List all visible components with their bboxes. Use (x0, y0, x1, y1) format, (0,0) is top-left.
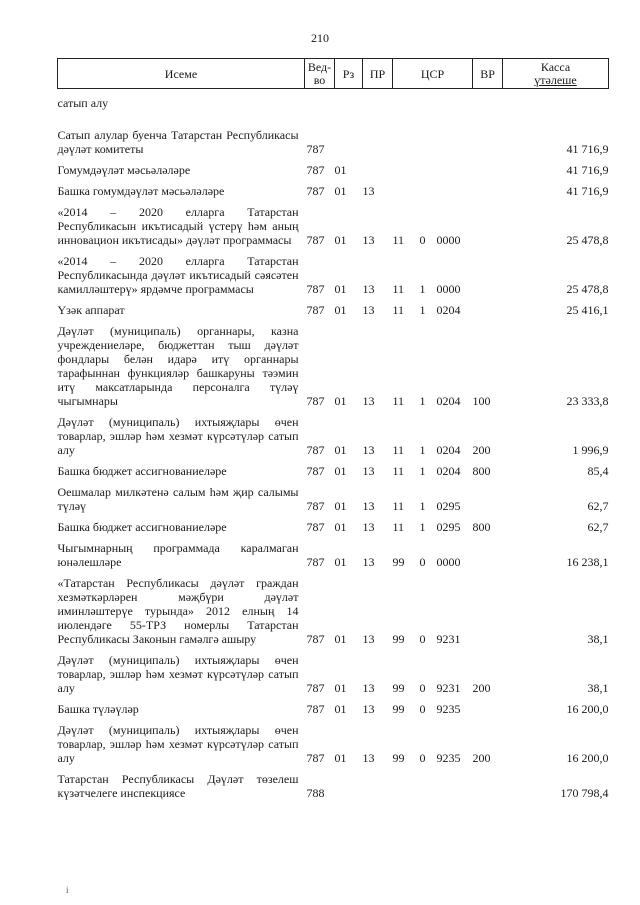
row-vr (473, 177, 503, 198)
row-csr-subprogram (420, 110, 437, 156)
row-pr: 13 (362, 555, 375, 569)
row-rz: 01 (334, 184, 347, 198)
row-csr-program: 11 (392, 443, 405, 457)
row-csr-direction (437, 156, 473, 177)
row-rz: 01 (334, 233, 347, 247)
row-csr-subprogram: 0 (419, 702, 426, 716)
row-name: «2014 – 2020 елларга Татарстан Республикасында дәүләт икътисадый сәясәтен камилләштерү» ярдәмче программасы (57, 254, 299, 296)
row-csr-program: 11 (392, 394, 405, 408)
row-rz: 01 (334, 681, 347, 695)
row-csr-subprogram (420, 765, 437, 800)
row-csr-direction: 0295 (436, 499, 461, 513)
row-csr-program: 99 (392, 555, 405, 569)
row-ved: 787 (306, 751, 325, 765)
row-name: Башка гомумдәүләт мәсьәләләре (57, 184, 225, 198)
row-rz (335, 765, 363, 800)
row-pr: 13 (362, 499, 375, 513)
row-csr-program: 99 (392, 751, 405, 765)
row-ved: 787 (306, 282, 325, 296)
row-csr-subprogram: 0 (419, 632, 426, 646)
table-row (58, 89, 609, 111)
column-header-pr: ПР (363, 59, 393, 89)
row-vr (473, 247, 503, 296)
row-name: Башка бюджет ассигнованиеләре (57, 520, 227, 534)
row-amount: 16 238,1 (566, 555, 609, 569)
column-header-rz: Рз (335, 59, 363, 89)
table-row (58, 296, 609, 317)
row-pr: 13 (362, 443, 375, 457)
row-rz: 01 (334, 632, 347, 646)
row-name: Башка түләүләр (57, 702, 139, 716)
row-vr (473, 534, 503, 569)
row-csr-subprogram: 0 (419, 233, 426, 247)
row-amount: 25 478,8 (566, 233, 609, 247)
table-row (58, 198, 609, 247)
row-csr-program (393, 89, 420, 111)
row-rz: 01 (334, 520, 347, 534)
row-ved: 787 (306, 142, 325, 156)
row-vr: 200 (472, 681, 491, 695)
row-pr (363, 156, 393, 177)
row-ved: 787 (306, 163, 325, 177)
row-csr-subprogram: 1 (419, 282, 426, 296)
row-csr-program (393, 110, 420, 156)
row-csr-direction (437, 765, 473, 800)
row-csr-subprogram (420, 177, 437, 198)
column-header-csr: ЦСР (393, 59, 473, 89)
row-name: Башка бюджет ассигнованиеләре (57, 464, 227, 478)
row-amount: 1 996,9 (572, 443, 609, 457)
row-csr-program: 11 (392, 520, 405, 534)
row-amount: 85,4 (587, 464, 609, 478)
column-header-ved-line2: во (313, 72, 326, 87)
row-ved: 787 (306, 464, 325, 478)
row-csr-subprogram (420, 89, 437, 111)
row-pr: 13 (362, 681, 375, 695)
table-row (58, 110, 609, 156)
row-rz: 01 (334, 394, 347, 408)
row-csr-direction: 0204 (436, 443, 461, 457)
table-row (58, 569, 609, 646)
row-csr-program: 99 (392, 702, 405, 716)
column-header-ved (305, 59, 335, 89)
column-header-kassa-line1: Касса (540, 59, 571, 74)
row-csr-subprogram: 1 (419, 464, 426, 478)
table-row (58, 317, 609, 408)
row-csr-direction: 9235 (436, 751, 461, 765)
row-pr: 13 (362, 632, 375, 646)
row-vr (473, 156, 503, 177)
row-csr-direction: 9231 (436, 632, 461, 646)
row-csr-direction: 0000 (436, 282, 461, 296)
row-rz: 01 (334, 443, 347, 457)
row-amount: 16 200,0 (566, 702, 609, 716)
row-csr-direction (437, 89, 473, 111)
row-pr: 13 (362, 520, 375, 534)
table-row (58, 716, 609, 765)
row-vr: 800 (472, 520, 491, 534)
row-amount: 38,1 (587, 681, 609, 695)
row-csr-subprogram: 1 (419, 394, 426, 408)
row-csr-program: 11 (392, 464, 405, 478)
row-vr (473, 478, 503, 513)
table-row (58, 177, 609, 198)
row-pr: 13 (362, 233, 375, 247)
row-amount: 41 716,9 (566, 163, 609, 177)
row-ved: 787 (306, 520, 325, 534)
row-pr: 13 (362, 702, 375, 716)
table-row (58, 247, 609, 296)
row-csr-subprogram (420, 156, 437, 177)
row-pr: 13 (362, 751, 375, 765)
row-vr (473, 198, 503, 247)
row-pr: 13 (362, 282, 375, 296)
row-vr: 800 (472, 464, 491, 478)
row-name: Дәүләт (муниципаль) ихтыяҗлары өчен товарлар, эшләр һәм хезмәт күрсәтүләр сатып алу (57, 723, 299, 765)
row-csr-subprogram: 1 (419, 443, 426, 457)
row-ved: 787 (306, 394, 325, 408)
row-ved: 787 (306, 499, 325, 513)
row-name: Гомумдәүләт мәсьәләләре (57, 163, 191, 177)
page-number: 210 (311, 31, 329, 45)
row-pr (363, 110, 393, 156)
row-amount: 41 716,9 (566, 142, 609, 156)
row-csr-program: 11 (392, 499, 405, 513)
column-header-kassa-line2: үтәлеше (534, 72, 577, 87)
row-rz (335, 110, 363, 156)
row-ved: 787 (306, 184, 325, 198)
row-csr-program: 11 (392, 282, 405, 296)
row-name: Татарстан Республикасы Дәүләт төзелеш күзәтчелеге инспекциясе (57, 772, 299, 800)
row-amount: 23 333,8 (566, 394, 609, 408)
row-vr (473, 89, 503, 111)
budget-execution-table (57, 58, 609, 800)
row-csr-subprogram: 0 (419, 751, 426, 765)
row-vr (473, 296, 503, 317)
row-vr: 200 (472, 443, 491, 457)
row-amount: 62,7 (587, 520, 609, 534)
row-csr-direction: 9235 (436, 702, 461, 716)
column-header-ved-line1: Вед- (307, 59, 332, 74)
row-vr (473, 765, 503, 800)
table-body (58, 89, 609, 801)
row-csr-direction: 0204 (436, 464, 461, 478)
row-rz: 01 (334, 499, 347, 513)
table-row (58, 765, 609, 800)
row-vr (473, 695, 503, 716)
row-amount: 170 798,4 (560, 786, 609, 800)
row-rz: 01 (334, 163, 347, 177)
row-csr-program: 11 (392, 233, 405, 247)
row-csr-program: 99 (392, 681, 405, 695)
row-ved: 787 (306, 555, 325, 569)
row-ved: 787 (306, 303, 325, 317)
row-name: сатып алу (57, 96, 109, 110)
row-vr: 200 (472, 751, 491, 765)
row-csr-direction (437, 177, 473, 198)
column-header-vr: ВР (473, 59, 503, 89)
row-csr-program (393, 177, 420, 198)
row-csr-direction: 0295 (436, 520, 461, 534)
row-ved (305, 89, 335, 111)
row-csr-direction: 9231 (436, 681, 461, 695)
row-csr-direction: 0000 (436, 555, 461, 569)
margin-mark: i (66, 885, 69, 895)
row-pr: 13 (362, 303, 375, 317)
row-ved: 787 (306, 702, 325, 716)
table-row (58, 457, 609, 478)
table-row (58, 534, 609, 569)
row-csr-subprogram: 0 (419, 681, 426, 695)
row-rz: 01 (334, 555, 347, 569)
row-pr: 13 (362, 394, 375, 408)
row-pr: 13 (362, 184, 375, 198)
row-amount: 38,1 (587, 632, 609, 646)
row-amount: 25 416,1 (566, 303, 609, 317)
row-rz: 01 (334, 464, 347, 478)
table-row (58, 695, 609, 716)
row-csr-subprogram: 1 (419, 499, 426, 513)
row-name: «Татарстан Республикасы дәүләт граждан хезмәткәрләрен мәҗбүри дәүләт иминләштерүе турында» 2012 елның 14 июлендәге 55-ТРЗ номерлы Татарстан Республикасы Законын гамәлгә ашыру (57, 576, 299, 646)
row-name: «2014 – 2020 елларга Татарстан Республикасын икътисадый үстерү һәм аның инновацион икътисады» дәүләт программасы (57, 205, 299, 247)
row-csr-direction: 0204 (436, 303, 461, 317)
row-name: Оешмалар милкәтенә салым һәм җир салымы түләү (57, 485, 299, 513)
row-csr-direction: 0000 (436, 233, 461, 247)
row-csr-program (393, 156, 420, 177)
row-amount (503, 89, 609, 111)
row-amount: 25 478,8 (566, 282, 609, 296)
row-pr: 13 (362, 464, 375, 478)
row-csr-program: 11 (392, 303, 405, 317)
row-name: Чыгымнарның программада каралмаган юнәлешләре (57, 541, 299, 569)
row-csr-program (393, 765, 420, 800)
row-vr (473, 569, 503, 646)
row-name: Дәүләт (муниципаль) ихтыяҗлары өчен товарлар, эшләр һәм хезмәт күрсәтүләр сатып алу (57, 653, 299, 695)
column-header-kassa (503, 59, 609, 89)
row-rz: 01 (334, 751, 347, 765)
row-pr (363, 765, 393, 800)
table-row (58, 478, 609, 513)
table-header (58, 59, 609, 89)
row-csr-program: 99 (392, 632, 405, 646)
row-name: Дәүләт (муниципаль) органнары, казна учреждениеләре, бюджеттан тыш дәүләт фондлары белән идарә итү органнары тарафыннан функцияләр башкаруны тәэмин итү максатларында персоналга түләү чыгымнары (57, 324, 299, 408)
column-header-name: Исеме (58, 59, 305, 89)
row-vr (473, 110, 503, 156)
row-ved: 787 (306, 443, 325, 457)
row-amount: 41 716,9 (566, 184, 609, 198)
row-ved: 788 (306, 786, 325, 800)
row-amount: 62,7 (587, 499, 609, 513)
row-rz: 01 (334, 303, 347, 317)
row-csr-direction (437, 110, 473, 156)
row-vr: 100 (472, 394, 491, 408)
row-amount: 16 200,0 (566, 751, 609, 765)
table-row (58, 513, 609, 534)
row-ved: 787 (306, 233, 325, 247)
row-rz: 01 (334, 282, 347, 296)
row-rz: 01 (334, 702, 347, 716)
row-name: Үзәк аппарат (57, 303, 125, 317)
row-csr-direction: 0204 (436, 394, 461, 408)
table-row (58, 408, 609, 457)
row-rz (335, 89, 363, 111)
row-ved: 787 (306, 681, 325, 695)
table-row (58, 646, 609, 695)
row-csr-subprogram: 1 (419, 520, 426, 534)
row-pr (363, 89, 393, 111)
row-csr-subprogram: 0 (419, 555, 426, 569)
table-row (58, 156, 609, 177)
row-name: Дәүләт (муниципаль) ихтыяҗлары өчен товарлар, эшләр һәм хезмәт күрсәтүләр сатып алу (57, 415, 299, 457)
row-ved: 787 (306, 632, 325, 646)
row-name: Сатып алулар буенча Татарстан Республикасы дәүләт комитеты (57, 128, 299, 156)
row-csr-subprogram: 1 (419, 303, 426, 317)
